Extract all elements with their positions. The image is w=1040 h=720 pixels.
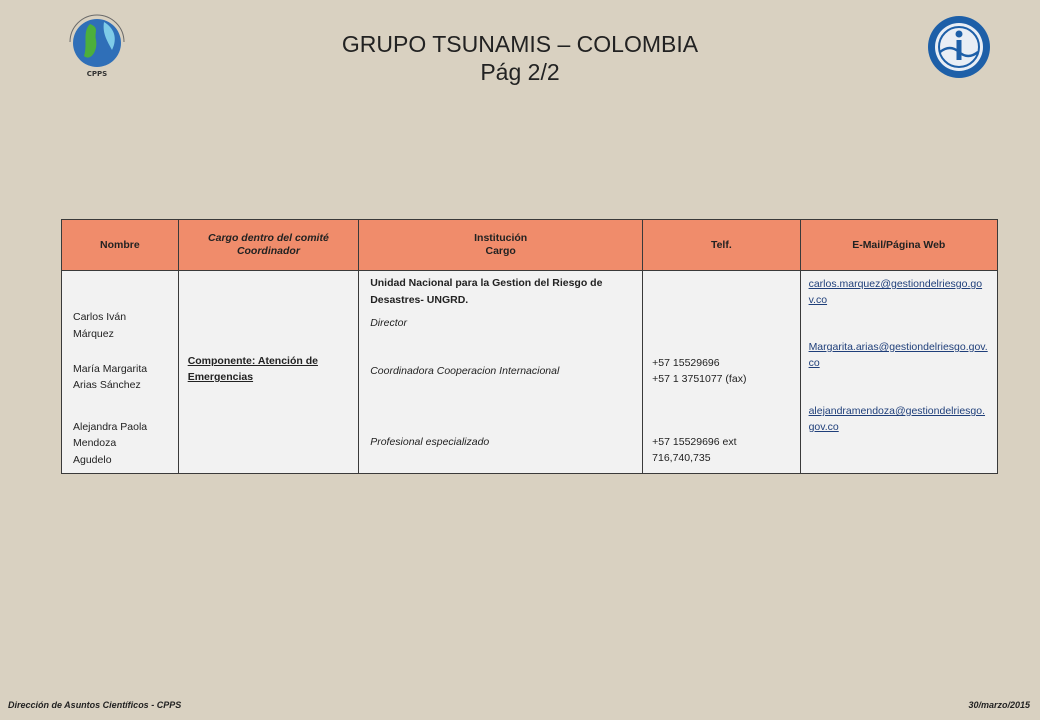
email-link-margarita[interactable]: Margarita.arias@gestiondelriesgo.gov.co bbox=[808, 341, 988, 369]
role-profesional: Profesional especializado bbox=[370, 436, 490, 448]
contacts-table bbox=[61, 219, 998, 474]
footer-date: 30/marzo/2015 bbox=[968, 700, 1030, 710]
logo-sub-text: CPPS bbox=[86, 70, 108, 78]
header-email-label: E-Mail/Página Web bbox=[852, 238, 946, 251]
email-link-carlos[interactable]: carlos.marquez@gestiondelriesgo.gov.co bbox=[808, 278, 983, 306]
header-email bbox=[800, 220, 997, 271]
email-link-alejandra[interactable]: alejandramendoza@gestiondelriesgo.gov.co bbox=[808, 405, 986, 433]
ioc-logo-icon bbox=[926, 14, 992, 80]
header-institucion-line2: Cargo bbox=[485, 245, 516, 257]
phone-ext: +57 15529696 ext 716,740,735 bbox=[652, 436, 737, 464]
name-carlos-line2: Márquez bbox=[73, 328, 114, 340]
role-director: Director bbox=[370, 317, 407, 329]
table-row bbox=[62, 271, 998, 474]
name-alejandra-line1: Alejandra Paola bbox=[73, 421, 148, 433]
name-maria-line2: Arias Sánchez bbox=[73, 379, 141, 391]
name-maria-line1: María Margarita bbox=[73, 363, 148, 375]
institution-cell bbox=[359, 271, 643, 474]
header-telf-label: Telf. bbox=[710, 238, 732, 251]
coordinator-role-cell bbox=[178, 271, 359, 474]
page-title-block bbox=[270, 30, 770, 86]
page-title: GRUPO TSUNAMIS – COLOMBIA bbox=[341, 31, 699, 57]
header-nombre-label: Nombre bbox=[100, 238, 140, 251]
header-telf bbox=[643, 220, 800, 271]
institution-name: Unidad Nacional para la Gestion del Riesgo de Desastres- UNGRD. bbox=[370, 277, 603, 306]
globe-logo-icon bbox=[60, 10, 134, 80]
header-institucion bbox=[359, 220, 643, 271]
role-coordinadora: Coordinadora Cooperacion Internacional bbox=[370, 365, 560, 377]
coordinator-role: Componente: Atención de Emergencias bbox=[187, 355, 318, 383]
email-cell bbox=[800, 271, 997, 474]
table-header-row bbox=[62, 220, 998, 271]
phone-main: +57 15529696 bbox=[652, 357, 720, 369]
names-cell bbox=[62, 271, 179, 474]
name-alejandra-line2: Mendoza bbox=[73, 437, 117, 449]
phone-cell bbox=[643, 271, 800, 474]
page-number: Pág 2/2 bbox=[480, 59, 560, 85]
header-cargo-comite-line2: Coordinador bbox=[236, 245, 300, 257]
phone-fax: +57 1 3751077 (fax) bbox=[652, 373, 747, 385]
header-institucion-line1: Institución bbox=[474, 232, 528, 244]
header-cargo-comite-line1: Cargo dentro del comité bbox=[208, 232, 329, 244]
name-carlos-line1: Carlos Iván bbox=[73, 311, 127, 323]
footer-left-text: Dirección de Asuntos Científicos - CPPS bbox=[8, 700, 182, 710]
header-cargo-comite bbox=[178, 220, 359, 271]
name-alejandra-line3: Agudelo bbox=[73, 454, 112, 466]
header-nombre bbox=[62, 220, 179, 271]
